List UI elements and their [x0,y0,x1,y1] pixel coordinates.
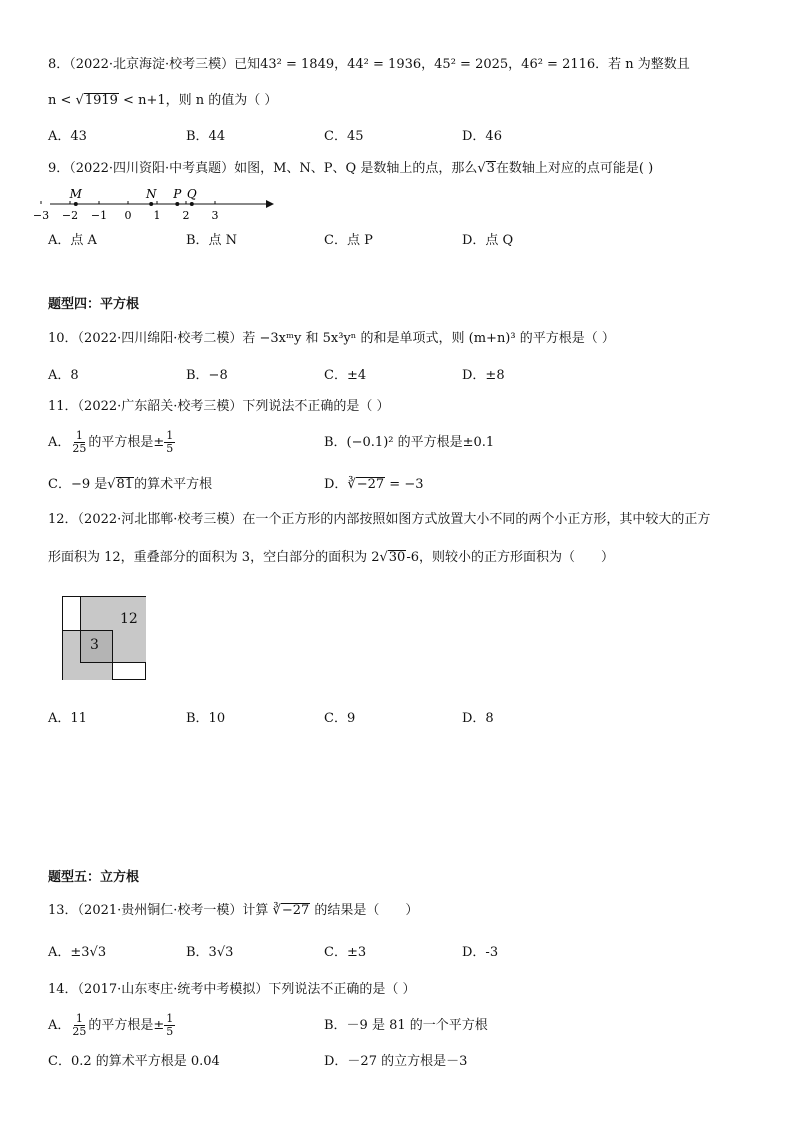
q9-stem: 9．（2022·四川资阳·中考真题）如图，M、N、P、Q 是数轴上的点，那么√3在数轴上对应的点可能是( ) [48,161,654,176]
q8-option-c[interactable]: C．45 [324,129,364,144]
q12-stem-line1: 12．（2022·河北邯郸·校考三模）在一个正方形的内部按照如图方式放置大小不同的两个小正方形，其中较大的正方 [48,512,711,527]
q9-option-d[interactable]: D．点 Q [462,233,514,248]
fraction: $\frac{1}{5}$ [166,429,174,455]
axis-tick-label: −2 [61,209,79,222]
squares-figure [62,596,146,680]
q13-option-c[interactable]: C．±3 [324,945,367,960]
axis-point-label: N [145,187,157,201]
q10-option-c[interactable]: C．±4 [324,368,367,383]
q8-fact-3: 45² = 2025 [434,57,509,72]
axis-point-label: P [173,187,182,201]
fraction: $\frac{1}{5}$ [166,1012,174,1038]
axis-point [74,202,78,206]
q14-option-a[interactable]: A． $\frac{1}{25}$ 的平方根是± $\frac{1}{5}$ [48,1012,174,1038]
fraction: $\frac{1}{25}$ [72,1012,87,1038]
q8-radicand: 1919 [84,93,118,108]
q9-option-b[interactable]: B．点 N [186,233,238,248]
q11-option-b[interactable]: B．(−0.1)² 的平方根是±0.1 [324,435,495,450]
q8-option-a[interactable]: A．43 [48,129,87,144]
q11-stem: 11．（2022·广东韶关·校考三模）下列说法不正确的是（ ） [48,399,390,414]
section-heading-4: 题型四：平方根 [48,297,140,312]
q14-option-c[interactable]: C．0.2 的算术平方根是 0.04 [48,1054,220,1069]
q12-stem-line2: 形面积为 12，重叠部分的面积为 3，空白部分的面积为 2√30-6，则较小的正方形面积为（ ） [48,550,614,565]
axis-point [190,202,194,206]
q14-option-d[interactable]: D．－27 的立方根是－3 [324,1054,468,1069]
axis-tick-label: 3 [211,209,219,222]
axis-point [149,202,153,206]
overlap-label: 3 [90,637,99,653]
q13-option-a[interactable]: A．±3√3 [48,945,107,960]
q9-option-a[interactable]: A．点 A [48,233,97,248]
axis-tick-label: 0 [124,209,132,222]
axis-point-label: Q [186,187,197,201]
q8-stem: 8．（2022·北京海淀·校考三模）已知43² = 1849，44² = 1936，45² = 2025，46² = 2116．若 n 为整数且 [48,57,690,72]
axis-point [175,202,179,206]
q11-option-d[interactable]: D．∛−27 = −3 [324,477,424,492]
q8-option-b[interactable]: B．44 [186,129,226,144]
q8-stem-line2: n < √1919 < n+1，则 n 的值为（ ） [48,93,278,108]
q14-option-b[interactable]: B．－9 是 81 的一个平方根 [324,1018,488,1033]
q12-option-b[interactable]: B．10 [186,711,226,726]
q8-fact-4: 46² = 2116 [521,57,596,72]
q9-option-c[interactable]: C．点 P [324,233,373,248]
q10-option-b[interactable]: B．−8 [186,368,228,383]
q13-option-b[interactable]: B．3√3 [186,945,234,960]
fraction: $\frac{1}{25}$ [72,429,87,455]
q13-option-d[interactable]: D．-3 [462,945,499,960]
q8-option-d[interactable]: D．46 [462,129,502,144]
q10-option-a[interactable]: A．8 [48,368,79,383]
q12-option-a[interactable]: A．11 [48,711,87,726]
q12-option-c[interactable]: C．9 [324,711,356,726]
axis-tick-label: −1 [90,209,108,222]
axis-point-label: M [69,187,82,201]
q11-option-a[interactable]: A． $\frac{1}{25}$ 的平方根是± $\frac{1}{5}$ [48,429,174,455]
q13-stem: 13．（2021·贵州铜仁·校考一模）计算 ∛−27 的结果是（ ） [48,903,419,918]
q11-option-c[interactable]: C．−9 是√81的算术平方根 [48,477,213,492]
q10-stem: 10．（2022·四川绵阳·校考二模）若 −3xᵐy 和 5x³yⁿ 的和是单项式，则 (m+n)³ 的平方根是（ ） [48,331,615,346]
axis-tick-label: −3 [32,209,50,222]
q8-fact-1: 43² = 1849 [260,57,335,72]
axis-tick-label: 1 [153,209,161,222]
q14-stem: 14．（2017·山东枣庄·统考中考模拟）下列说法不正确的是（ ） [48,982,416,997]
axis-arrow [266,200,274,208]
q12-option-d[interactable]: D．8 [462,711,494,726]
q8-fact-2: 44² = 1936 [347,57,422,72]
number-line-figure [32,182,278,224]
section-heading-5: 题型五：立方根 [48,870,140,885]
large-square-label: 12 [120,611,138,627]
axis-tick-label: 2 [182,209,190,222]
q10-option-d[interactable]: D．±8 [462,368,505,383]
